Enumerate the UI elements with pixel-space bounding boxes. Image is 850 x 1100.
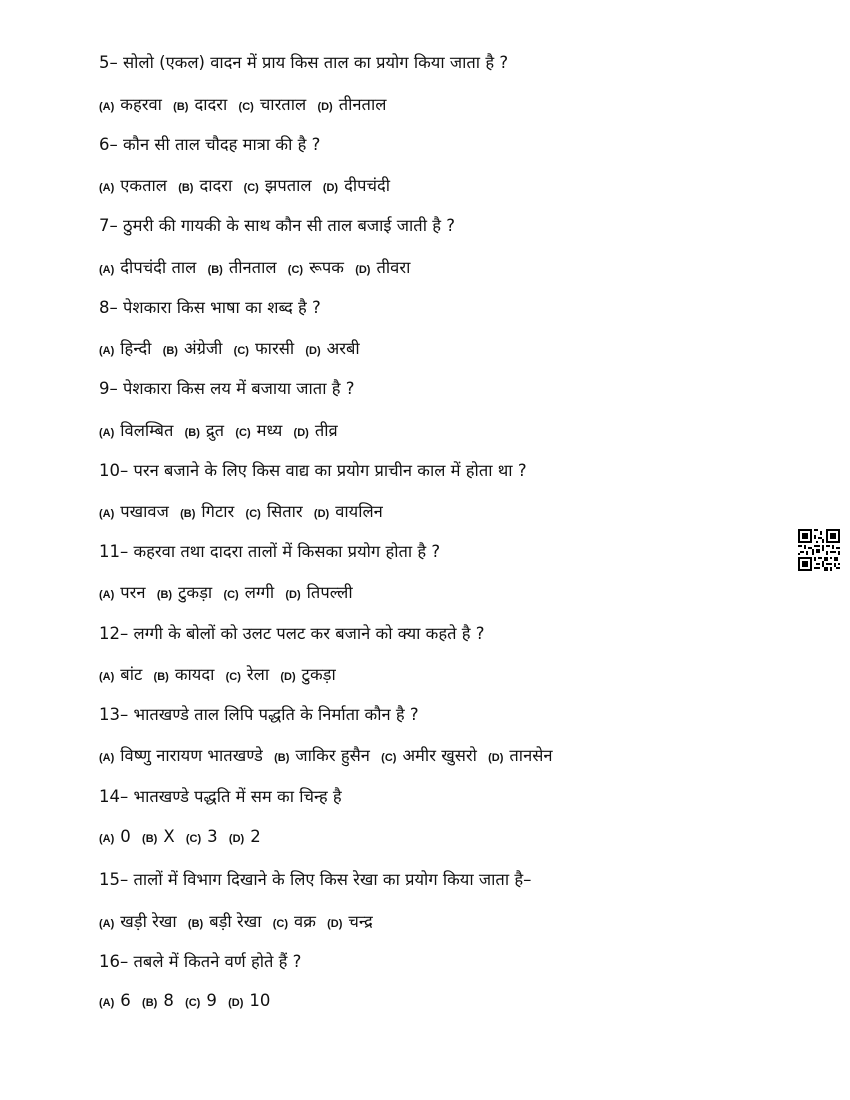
question-text: 5– सोलो (एकल) वादन में प्राय किस ताल का प्रयोग किया जाता है ? <box>99 53 509 72</box>
options-row <box>99 580 359 603</box>
option-text: द्रुत <box>205 421 225 440</box>
option <box>327 912 379 931</box>
option-label: (B) <box>207 264 223 276</box>
question-text: 7– ठुमरी की गायकी के साथ कौन सी ताल बजाई जाती है ? <box>99 216 455 235</box>
option-text: टुकड़ा <box>301 665 336 684</box>
option-text: 6 <box>120 991 131 1010</box>
option-label: (C) <box>381 752 397 764</box>
options-row <box>99 743 559 766</box>
option-label: (B) <box>153 671 169 683</box>
option-label: (C) <box>225 671 241 683</box>
option <box>99 176 173 195</box>
options-row <box>99 255 416 278</box>
option-text: 10 <box>249 991 271 1010</box>
option-label: (A) <box>99 833 115 845</box>
option-text: लग्गी <box>244 583 275 602</box>
option-text: तिपल्ली <box>306 583 353 602</box>
option <box>280 665 341 684</box>
option-text: रेला <box>246 665 270 684</box>
option-label: (C) <box>223 589 239 601</box>
option-text: परन <box>120 583 146 602</box>
option-text: जाकिर हुसैन <box>295 746 370 765</box>
option-label: (A) <box>99 671 115 683</box>
option <box>99 258 202 277</box>
option-label: (D) <box>228 997 244 1009</box>
option-text: रूपक <box>309 258 344 277</box>
option <box>99 991 137 1010</box>
option-text: पखावज <box>120 502 169 521</box>
option-text: दीपचंदी <box>344 176 391 195</box>
option-label: (A) <box>99 101 115 113</box>
option <box>99 421 179 440</box>
option <box>185 421 230 440</box>
qr-code-icon <box>798 529 840 571</box>
option <box>154 665 221 684</box>
option-label: (B) <box>178 182 194 194</box>
option <box>180 502 240 521</box>
option-text: चन्द्र <box>348 912 373 931</box>
options-row <box>99 909 379 932</box>
option <box>314 502 389 521</box>
option <box>142 991 180 1010</box>
option-text: अरबी <box>326 339 360 358</box>
option <box>229 827 267 846</box>
option-text: हिन्दी <box>120 339 152 358</box>
option-text: अंग्रेजी <box>183 339 223 358</box>
option-label: (C) <box>233 345 249 357</box>
option <box>99 583 152 602</box>
option <box>235 421 288 440</box>
option <box>99 339 157 358</box>
option-text: तीनताल <box>338 95 387 114</box>
option-label: (D) <box>313 508 330 520</box>
options-row <box>99 991 276 1010</box>
option-text: 2 <box>250 827 261 846</box>
option-label: (A) <box>99 918 115 930</box>
option <box>185 991 223 1010</box>
option-text: सितार <box>266 502 303 521</box>
option-label: (B) <box>156 589 173 601</box>
option <box>294 421 344 440</box>
option <box>186 827 224 846</box>
option-label: (B) <box>187 918 204 930</box>
options-row <box>99 662 342 685</box>
option-text: टुकड़ा <box>178 583 213 602</box>
option-text: अमीर खुसरो <box>402 746 477 765</box>
option-label: (D) <box>322 182 339 194</box>
option <box>188 912 268 931</box>
option <box>323 176 396 195</box>
options-row <box>99 499 389 522</box>
option <box>99 665 148 684</box>
option-label: (A) <box>99 345 115 357</box>
option-text: मध्य <box>256 421 283 440</box>
option-label: (B) <box>142 997 158 1009</box>
option-text: दादरा <box>199 176 233 195</box>
question-text: 16– तबले में कितने वर्ण होते हैं ? <box>99 952 302 971</box>
question-text: 13– भातखण्डे ताल लिपि पद्धति के निर्माता कौन है ? <box>99 705 419 724</box>
question-text: 15– तालों में विभाग दिखाने के लिए किस रेखा का प्रयोग किया जाता है– <box>99 870 532 889</box>
option-text: विलम्बित <box>120 421 174 440</box>
option <box>178 176 238 195</box>
option-text: विष्णु नारायण भातखण्डे <box>120 746 263 765</box>
option <box>239 95 313 114</box>
option-label: (B) <box>142 833 158 845</box>
options-row <box>99 92 392 115</box>
options-row <box>99 418 344 441</box>
option-label: (C) <box>185 833 202 845</box>
question-text: 11– कहरवा तथा दादरा तालों में किसका प्रयोग होता है ? <box>99 542 441 561</box>
option-label: (B) <box>274 752 290 764</box>
options-row <box>99 336 366 359</box>
option <box>234 339 300 358</box>
option-text: वायलिन <box>335 502 383 521</box>
option-label: (D) <box>327 918 343 930</box>
option-label: (C) <box>185 997 201 1009</box>
option-label: (C) <box>245 508 261 520</box>
option <box>488 746 558 765</box>
option-label: (B) <box>180 508 196 520</box>
option <box>355 258 416 277</box>
option-label: (A) <box>99 997 115 1009</box>
option-label: (A) <box>99 264 115 276</box>
question-text: 14– भातखण्डे पद्धति में सम का चिन्ह है <box>99 787 342 806</box>
question-text: 9– पेशकारा किस लय में बजाया जाता है ? <box>99 379 355 398</box>
option-text: 0 <box>120 827 131 846</box>
option-text: तीवरा <box>376 258 411 277</box>
option <box>173 95 233 114</box>
option-text: दीपचंदी ताल <box>120 258 197 277</box>
option-label: (D) <box>293 427 309 439</box>
option-label: (D) <box>317 101 333 113</box>
option-text: X <box>163 827 175 846</box>
option-text: एकताल <box>120 176 167 195</box>
option <box>163 339 229 358</box>
option-label: (C) <box>287 264 304 276</box>
option-text: कहरवा <box>120 95 162 114</box>
option-label: (C) <box>243 182 259 194</box>
option <box>317 95 392 114</box>
option-text: 9 <box>206 991 217 1010</box>
option-label: (D) <box>488 752 504 764</box>
option-label: (B) <box>173 101 189 113</box>
option <box>157 583 218 602</box>
option-text: 8 <box>163 991 174 1010</box>
option-label: (A) <box>99 752 115 764</box>
option <box>285 583 358 602</box>
option <box>99 95 168 114</box>
option-label: (D) <box>285 589 301 601</box>
option-label: (D) <box>355 264 371 276</box>
option-label: (C) <box>238 101 254 113</box>
question-text: 8– पेशकारा किस भाषा का शब्द है ? <box>99 298 321 317</box>
option-label: (A) <box>99 427 115 439</box>
option <box>273 912 322 931</box>
option-label: (D) <box>305 345 321 357</box>
option <box>305 339 365 358</box>
option <box>288 258 350 277</box>
option-text: झपताल <box>264 176 312 195</box>
option <box>226 665 276 684</box>
option <box>99 502 175 521</box>
option <box>228 991 276 1010</box>
option <box>99 746 269 765</box>
option-text: तीनताल <box>228 258 277 277</box>
option-label: (A) <box>99 589 115 601</box>
question-text: 6– कौन सी ताल चौदह मात्रा की है ? <box>99 135 321 154</box>
option-text: 3 <box>207 827 218 846</box>
option-text: खड़ी रेखा <box>120 912 177 931</box>
option-text: दादरा <box>194 95 228 114</box>
option <box>381 746 483 765</box>
option-label: (C) <box>272 918 289 930</box>
option-text: फारसी <box>254 339 295 358</box>
option-text: बड़ी रेखा <box>209 912 262 931</box>
option <box>99 827 137 846</box>
question-text: 12– लग्गी के बोलों को उलट पलट कर बजाने को क्या कहते है ? <box>99 624 485 643</box>
option-text: चारताल <box>259 95 307 114</box>
option-label: (C) <box>235 427 251 439</box>
option <box>223 583 280 602</box>
option-text: बांट <box>120 665 143 684</box>
options-row <box>99 827 267 846</box>
option <box>99 912 183 931</box>
option-label: (A) <box>99 182 115 194</box>
option <box>246 502 309 521</box>
option-text: गिटार <box>201 502 235 521</box>
option-label: (B) <box>184 427 200 439</box>
option-label: (D) <box>280 671 296 683</box>
option-text: तीव्र <box>314 421 338 440</box>
option-text: तानसेन <box>509 746 553 765</box>
option-label: (D) <box>228 833 245 845</box>
question-text: 10– परन बजाने के लिए किस वाद्य का प्रयोग प्राचीन काल में होता था ? <box>99 461 527 480</box>
option <box>244 176 318 195</box>
options-row <box>99 173 396 196</box>
option <box>208 258 283 277</box>
option-text: वक्र <box>294 912 316 931</box>
option-text: कायदा <box>174 665 215 684</box>
option <box>274 746 376 765</box>
option-label: (A) <box>99 508 115 520</box>
option-label: (B) <box>162 345 178 357</box>
option <box>142 827 181 846</box>
